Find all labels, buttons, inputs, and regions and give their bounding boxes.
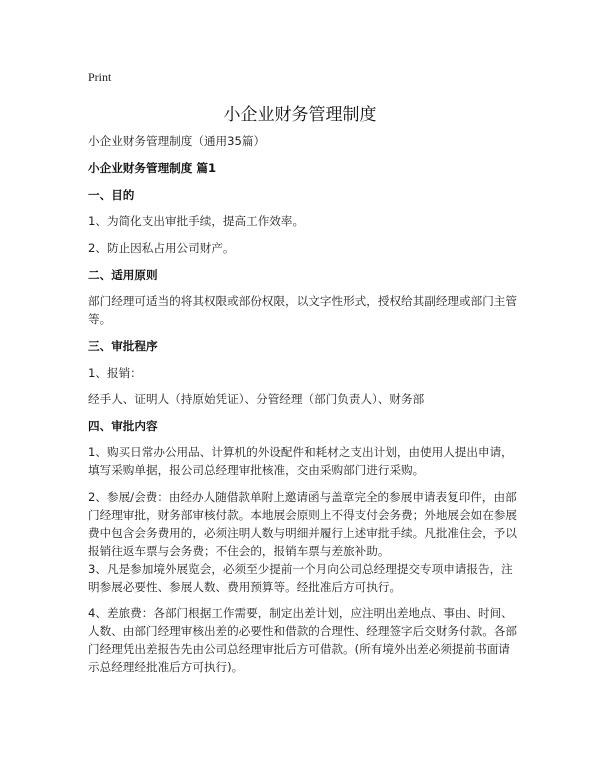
section-title: 小企业财务管理制度 篇1 bbox=[88, 161, 217, 175]
paragraph-2: 2、防止因私占用公司财产。 bbox=[88, 241, 235, 255]
paragraph-1: 1、为简化支出审批手续，提高工作效率。 bbox=[88, 214, 305, 228]
paragraph-5: 经手人、证明人（持原始凭证）、分管经理（部门负责人）、财务部 bbox=[88, 392, 425, 406]
heading-procedure: 三、审批程序 bbox=[88, 339, 158, 353]
paragraph-7: 2、参展/会费：由经办人随借款单附上邀请函与盖章完全的参展申请表复印件，由部门经理审批，财务部审核付款。本地展会原则上不得支付会务费；外地展会如在参展费中包含会务费用的，必须注明人数与明细并履行上述审批手续。凡批准住会，予以报销往返车票与会务费；不住会的，报销车票与差旅补助。 bbox=[88, 490, 517, 558]
paragraph-3: 部门经理可适当的将其权限或部份权限，以文字性形式，授权给其副经理或部门主管等。 bbox=[88, 294, 517, 326]
paragraph-8: 3、凡是参加境外展览会，必须至少提前一个月向公司总经理提交专项申请报告，注明参展必要性、参展人数、费用预算等。经批准后方可执行。 bbox=[88, 562, 513, 594]
paragraph-9: 4、差旅费：各部门根据工作需要，制定出差计划，应注明出差地点、事由、时间、人数、由部门经理审核出差的必要性和借款的合理性、经理签字后交财务付款。各部门经理凭出差报告先由公司总经理审批后方可借款。(所有境外出差必须提前书面请示总经理经批准后方可执行)。 bbox=[88, 606, 517, 674]
document-title: 小企业财务管理制度 bbox=[223, 105, 377, 125]
paragraph-6: 1、购买日常办公用品、计算机的外设配件和耗材之支出计划，由使用人提出申请，填写采购单据，报公司总经理审批核准，交由采购部门进行采购。 bbox=[88, 445, 513, 477]
print-label: Print bbox=[88, 70, 112, 84]
document-subtitle: 小企业财务管理制度（通用35篇） bbox=[88, 134, 266, 148]
heading-content: 四、审批内容 bbox=[88, 419, 158, 433]
heading-principle: 二、适用原则 bbox=[88, 268, 158, 282]
paragraph-4: 1、报销： bbox=[88, 366, 142, 380]
heading-purpose: 一、目的 bbox=[88, 188, 135, 202]
